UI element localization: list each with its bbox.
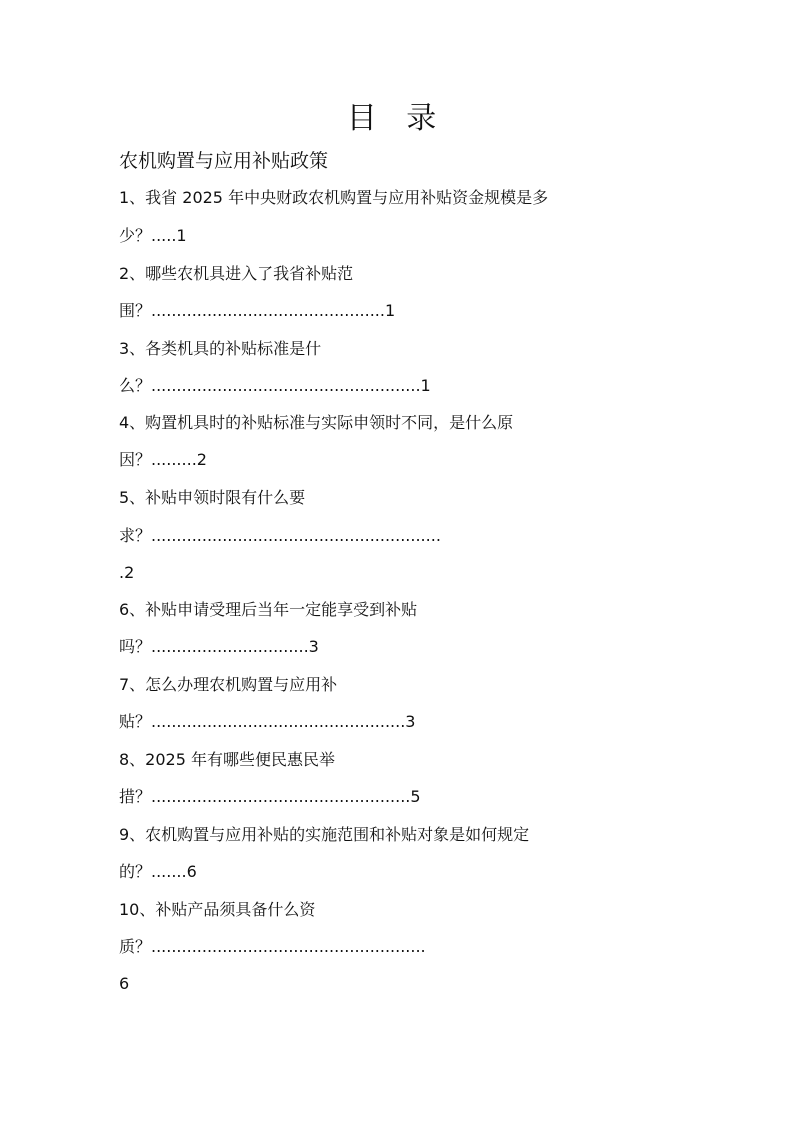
toc-entry-3-line-1: 3、各类机具的补贴标准是什 [119, 339, 322, 358]
toc-entry-1-line-2: 少？.....1 [119, 226, 187, 245]
section-heading: 农机购置与应用补贴政策 [119, 150, 329, 172]
toc-entry-6-line-1: 6、补贴申请受理后当年一定能享受到补贴 [119, 600, 418, 619]
toc-entry-10-line-3: 6 [119, 974, 130, 993]
toc-entry-9-line-2: 的？.......6 [119, 862, 197, 881]
toc-entry-9-line-1: 9、农机购置与应用补贴的实施范围和补贴对象是如何规定 [119, 825, 530, 844]
toc-entry-1-line-1: 1、我省 2025 年中央财政农机购置与应用补贴资金规模是多 [119, 188, 549, 207]
toc-entry-8-line-2: 措？...................................................5 [119, 787, 421, 806]
toc-entry-4-line-1: 4、购置机具时的补贴标准与实际申领时不同，是什么原 [119, 413, 514, 432]
toc-entry-7-line-2: 贴？..................................................3 [119, 712, 416, 731]
toc-entry-2-line-1: 2、哪些农机具进入了我省补贴范 [119, 264, 354, 283]
toc-entry-4-line-2: 因？.........2 [119, 450, 207, 469]
toc-entry-10-line-2: 质？...................................................... [119, 937, 426, 956]
toc-entry-5-line-3: .2 [119, 563, 135, 582]
page-title: 目 录 [346, 101, 447, 136]
toc-entry-7-line-1: 7、怎么办理农机购置与应用补 [119, 675, 338, 694]
toc-entry-10-line-1: 10、补贴产品须具备什么资 [119, 900, 316, 919]
toc-entry-8-line-1: 8、2025 年有哪些便民惠民举 [119, 750, 335, 769]
toc-entry-6-line-2: 吗？...............................3 [119, 637, 319, 656]
toc-entry-5-line-2: 求？......................................................... [119, 526, 441, 545]
toc-entry-3-line-2: 么？.....................................................1 [119, 376, 431, 395]
toc-entry-5-line-1: 5、补贴申领时限有什么要 [119, 488, 306, 507]
toc-entry-2-line-2: 围？..............................................1 [119, 301, 396, 320]
